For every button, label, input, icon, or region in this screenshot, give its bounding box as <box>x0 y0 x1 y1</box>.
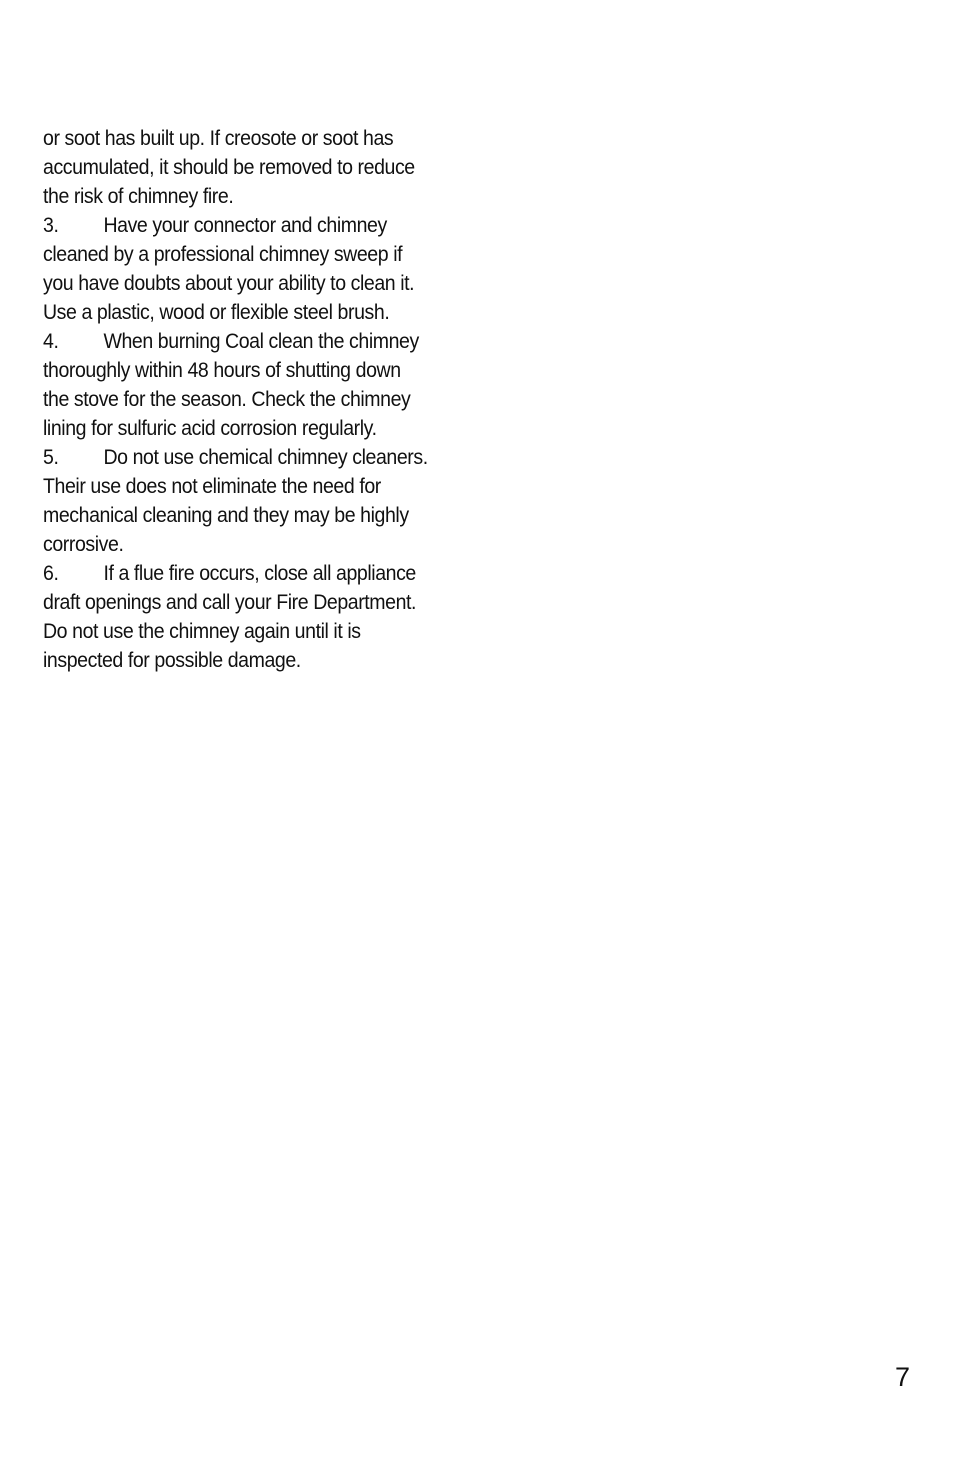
list-item-text: mechanical cleaning and they may be highly <box>43 504 409 527</box>
intro-line: accumulated, it should be removed to reduce <box>43 156 415 179</box>
list-item-first-line <box>43 559 443 588</box>
list-item-text: Their use does not eliminate the need for <box>43 475 381 498</box>
list-item-first-line <box>43 211 443 240</box>
list-item-text: lining for sulfuric acid corrosion regularly. <box>43 417 377 440</box>
list-item-6 <box>43 559 443 675</box>
list-item-number: 6. <box>43 562 59 585</box>
list-item-5 <box>43 443 443 559</box>
text-column <box>43 124 443 675</box>
list-item-number: 4. <box>43 330 59 353</box>
page-number: 7 <box>895 1362 911 1392</box>
list-item-number: 3. <box>43 214 59 237</box>
list-item-text: corrosive. <box>43 533 124 556</box>
list-item-text: the stove for the season. Check the chimney <box>43 388 411 411</box>
list-item-text: Do not use the chimney again until it is <box>43 620 361 643</box>
list-item-text: thoroughly within 48 hours of shutting down <box>43 359 401 382</box>
list-item-text: When burning Coal clean the chimney <box>103 330 419 353</box>
list-item-text: you have doubts about your ability to clean it. <box>43 272 415 295</box>
list-item-4 <box>43 327 443 443</box>
list-item-text: If a flue fire occurs, close all appliance <box>103 562 416 585</box>
list-item-text: draft openings and call your Fire Department. <box>43 591 417 614</box>
list-item-text: Do not use chemical chimney cleaners. <box>103 446 428 469</box>
list-item-text: inspected for possible damage. <box>43 649 301 672</box>
list-item-first-line <box>43 443 443 472</box>
list-item-3 <box>43 211 443 327</box>
list-item-text: Have your connector and chimney <box>103 214 387 237</box>
list-item-text: cleaned by a professional chimney sweep if <box>43 243 403 266</box>
list-item-text: Use a plastic, wood or flexible steel brush. <box>43 301 390 324</box>
intro-line: or soot has built up. If creosote or soot has <box>43 127 394 150</box>
list-item-number: 5. <box>43 446 59 469</box>
list-item-first-line <box>43 327 443 356</box>
intro-line: the risk of chimney fire. <box>43 185 234 208</box>
